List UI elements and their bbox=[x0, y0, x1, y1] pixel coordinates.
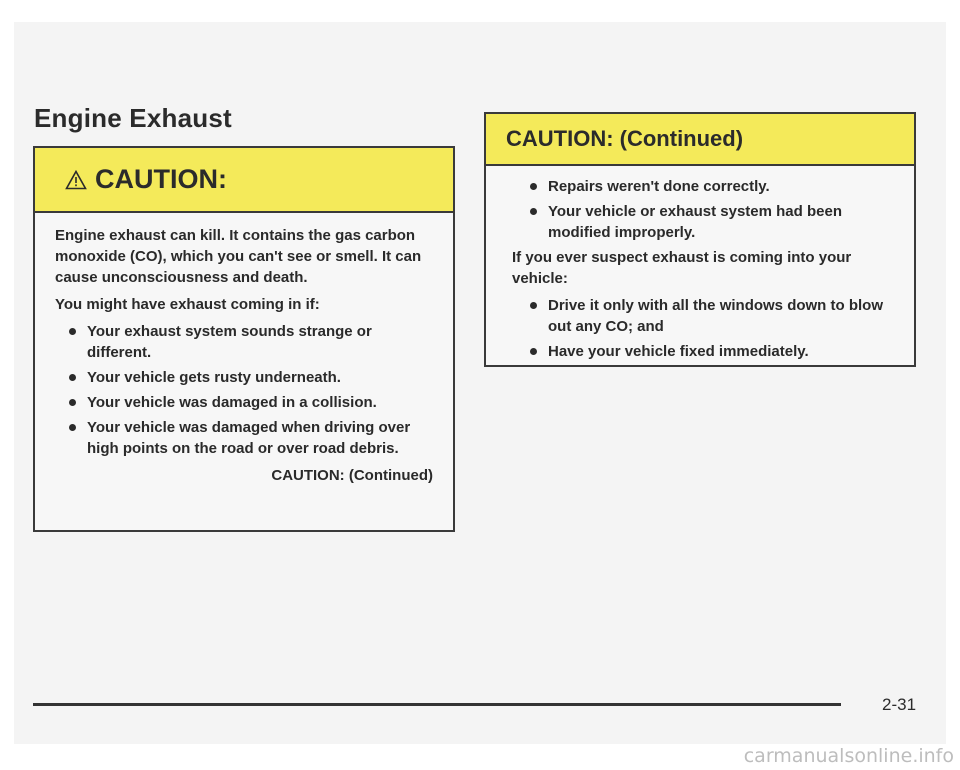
list-item: Your vehicle or exhaust system had been modified improperly. bbox=[528, 201, 900, 243]
bullet-list bbox=[55, 321, 433, 459]
page-number: 2-31 bbox=[882, 695, 917, 714]
caution-body bbox=[35, 213, 453, 486]
bullet-list bbox=[512, 176, 900, 243]
footer-rule bbox=[33, 703, 841, 706]
watermark[interactable]: carmanualsonline.info bbox=[743, 745, 954, 767]
caution-header bbox=[35, 148, 453, 213]
caution-paragraph: You might have exhaust coming in if: bbox=[55, 296, 320, 313]
caution-paragraph: If you ever suspect exhaust is coming into your vehicle: bbox=[512, 249, 852, 287]
list-item: Your vehicle was damaged when driving over high points on the road or over road debris. bbox=[67, 417, 433, 459]
caution-body bbox=[486, 166, 914, 362]
caution-header-label: CAUTION: (Continued) bbox=[506, 126, 744, 151]
continued-label: CAUTION: (Continued) bbox=[271, 467, 433, 484]
warning-triangle-icon bbox=[65, 170, 87, 190]
caution-box-right bbox=[484, 112, 916, 367]
list-item: Drive it only with all the windows down to blow out any CO; and bbox=[528, 295, 900, 337]
section-title: Engine Exhaust bbox=[34, 103, 232, 133]
caution-header bbox=[486, 114, 914, 166]
list-item: Your vehicle gets rusty underneath. bbox=[67, 367, 433, 388]
list-item: Your vehicle was damaged in a collision. bbox=[67, 392, 433, 413]
bullet-list bbox=[512, 295, 900, 362]
list-item: Have your vehicle fixed immediately. bbox=[528, 341, 900, 362]
caution-paragraph: Engine exhaust can kill. It contains the gas carbon monoxide (CO), which you can't see or smell. It can cause unconsciousness and death. bbox=[55, 227, 422, 286]
caution-box-left bbox=[33, 146, 455, 532]
list-item: Your exhaust system sounds strange or different. bbox=[67, 321, 433, 363]
caution-header-label: CAUTION: bbox=[95, 164, 227, 194]
list-item: Repairs weren't done correctly. bbox=[528, 176, 900, 197]
